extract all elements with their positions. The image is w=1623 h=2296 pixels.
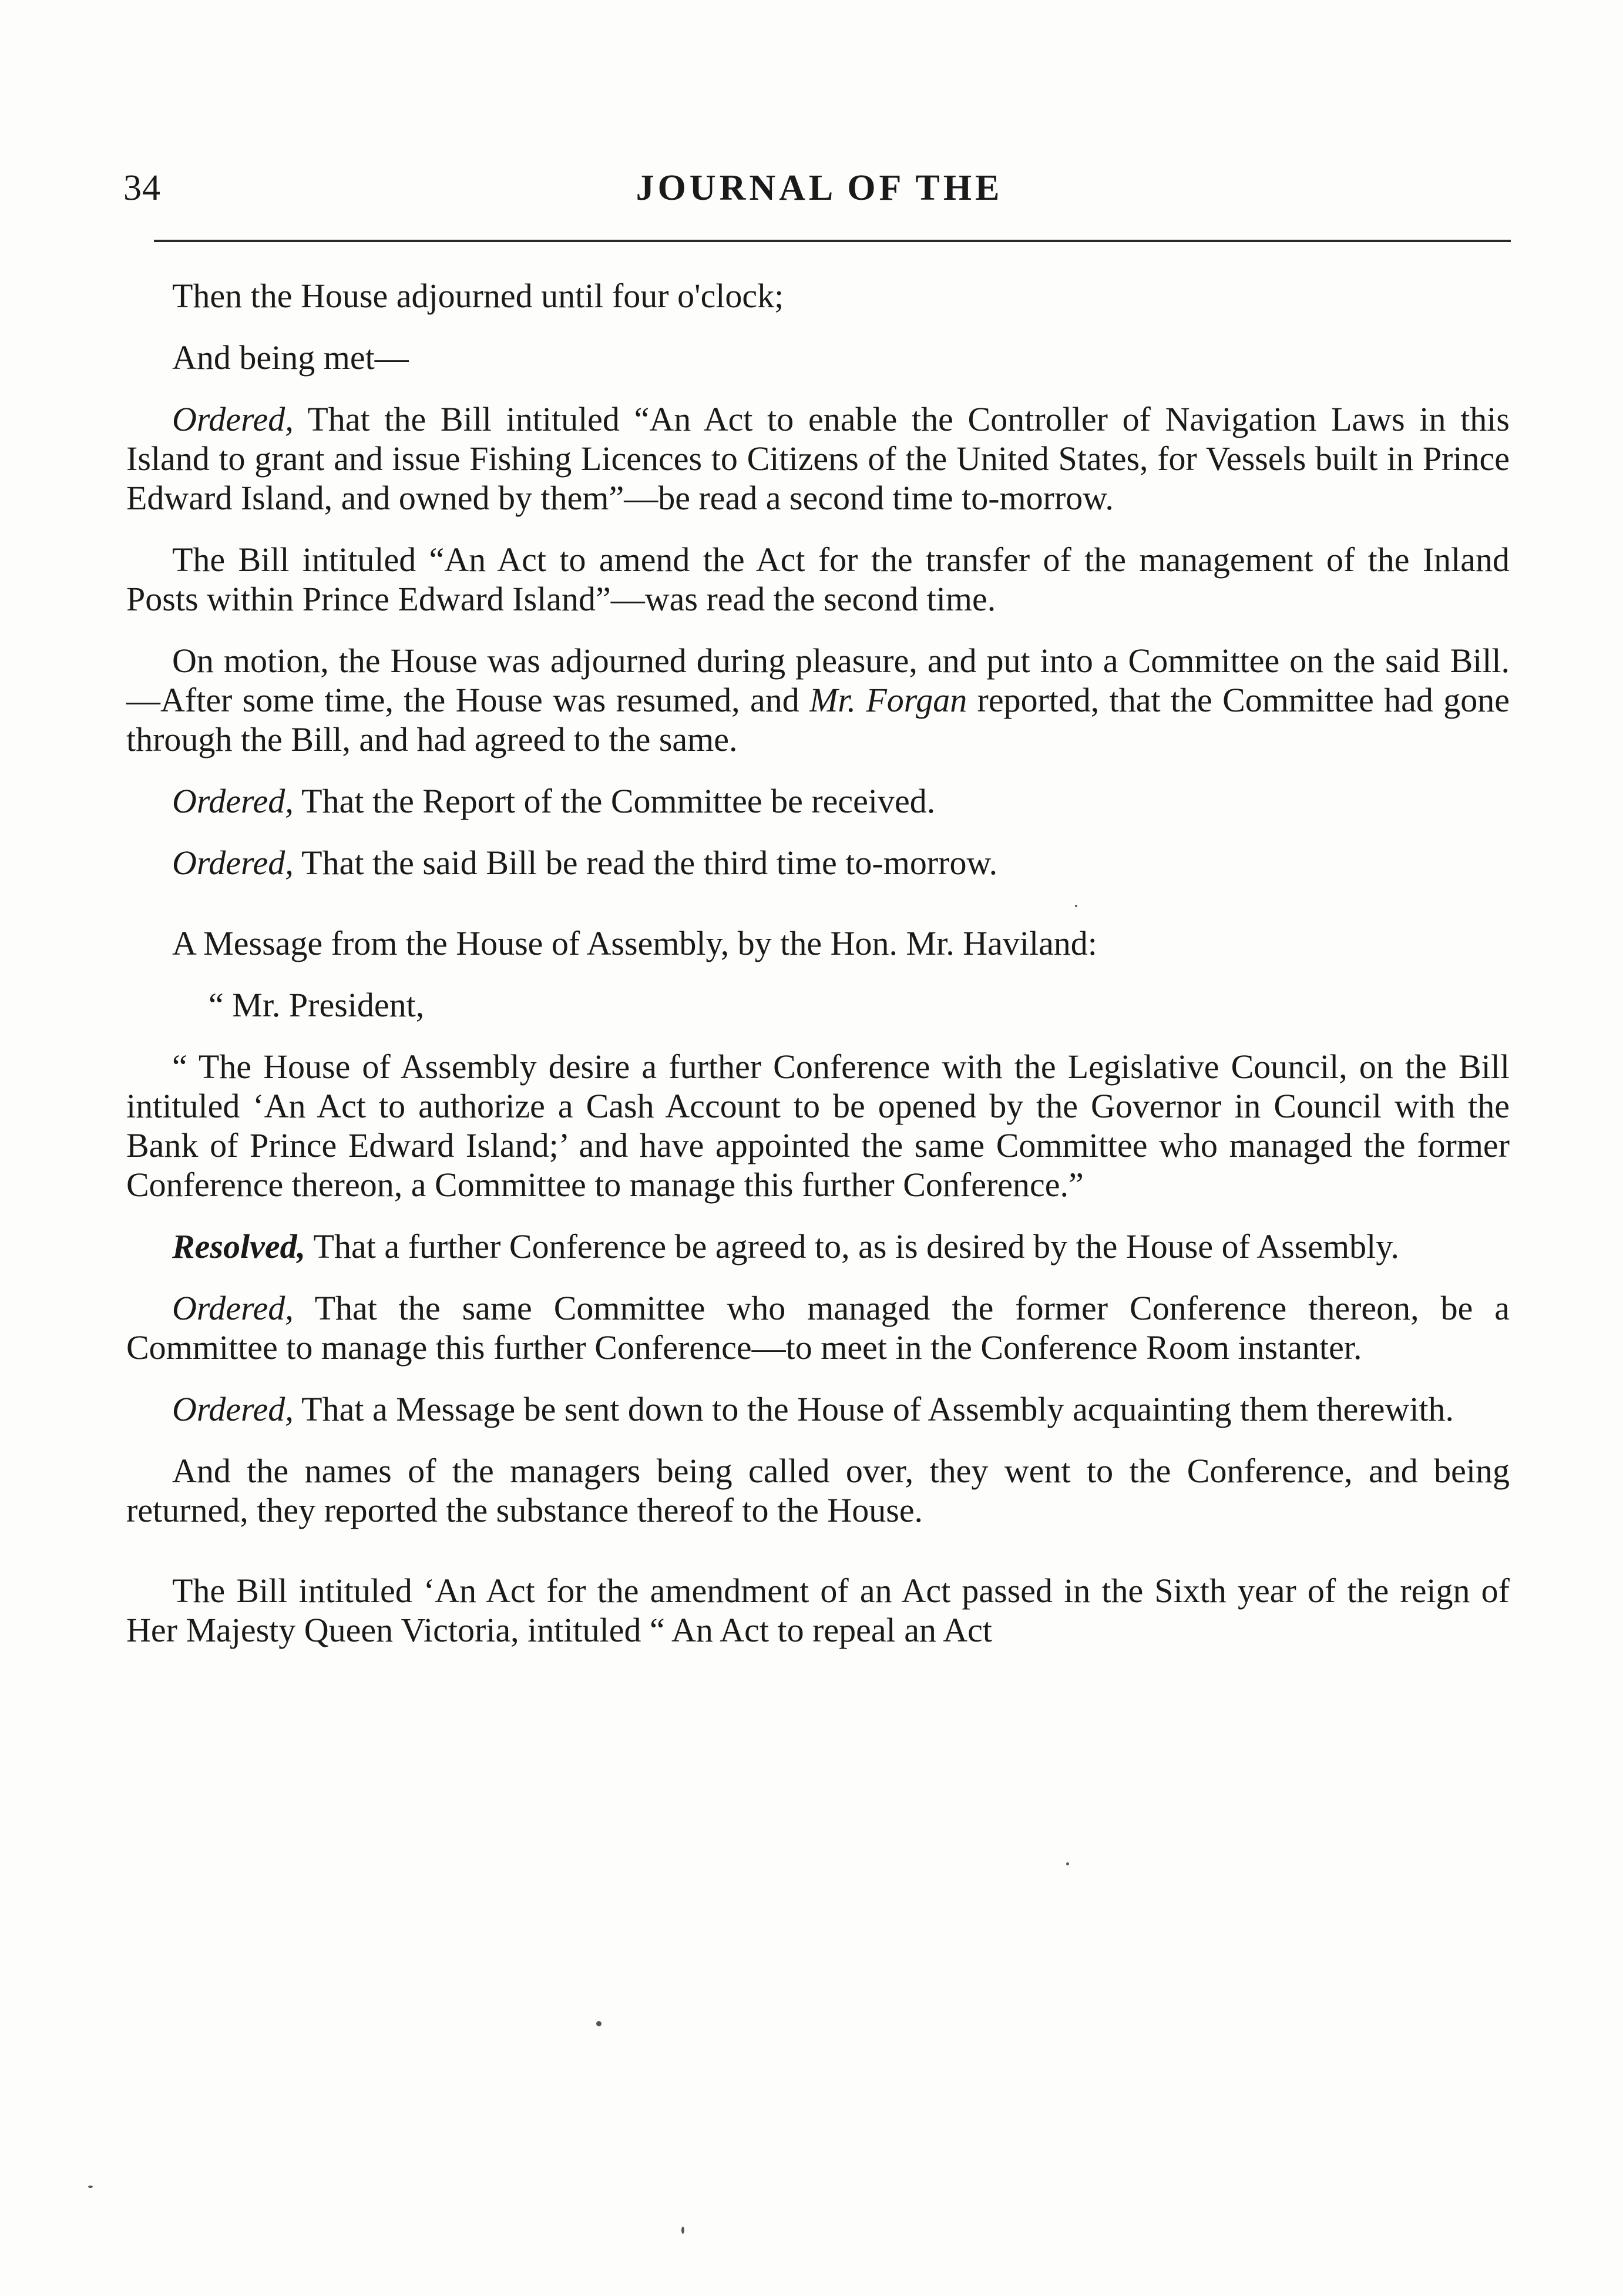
paragraph-text: That the Bill intituled “An Act to enable the Controller of Navigation Laws in this Island to grant and issue Fishing Licences to Citizens of the United States, for Vessels built in Prince Edward Island, and owned by them”—be read a second time to-morrow. [126,400,1510,517]
emphasis-text: Ordered, [172,1289,294,1327]
paragraph [126,924,1510,963]
paragraph-text: “ Mr. President, [209,986,425,1024]
paragraph-text: Then the House adjourned until four o'clock; [172,277,784,315]
paragraph [126,1288,1510,1367]
emphasis-text: Resolved, [172,1227,306,1266]
emphasis-text: Ordered, [172,400,294,438]
paragraph-text: That a Message be sent down to the House of Assembly acquainting them therewith. [293,1390,1454,1428]
paragraph-text: That a further Conference be agreed to, as is desired by the House of Assembly. [305,1227,1399,1266]
emphasis-text: Ordered, [172,1390,294,1428]
paragraph [126,540,1510,619]
paragraph-text: The Bill intituled “An Act to amend the Act for the transfer of the management of the Inland Posts within Prince Edward Island”—was read the second time. [126,541,1510,618]
paragraph-text: On motion, the House was adjourned during pleasure, and put into a Committee on the said Bill.—After some time, the House was resumed, and [126,642,1510,719]
paragraph-text: And being met— [172,338,409,377]
paragraph [126,985,1510,1025]
paragraph-text: That the same Committee who managed the former Conference thereon, be a Committee to manage this further Conference—to meet in the Conference Room instanter. [126,1289,1510,1367]
page-header [123,162,1516,226]
paragraph [126,781,1510,821]
header-rule [154,240,1511,242]
print-speck [681,2227,684,2234]
paragraph-text: “ The House of Assembly desire a further Conference with the Legislative Council, on the Bill intituled ‘An Act to authorize a Cash Account to be opened by the Governor in Council with the Bank of Prince Edward Island;’ and have appointed the same Committee who managed the former Conference thereon, a Committee to manage this further Conference.” [126,1048,1510,1204]
paragraph [126,1047,1510,1204]
running-head: JOURNAL OF THE [636,168,1003,208]
paragraph-text: That the Report of the Committee be received. [293,782,936,820]
paragraph-text: reported, that the Committee had gone through the Bill, and had agreed to the same. [126,681,1510,758]
paragraph [126,843,1510,882]
paragraph [126,1227,1510,1266]
print-speck [88,2186,93,2188]
page-number: 34 [123,168,161,208]
paragraph [126,1451,1510,1530]
paragraph-text: A Message from the House of Assembly, by the Hon. Mr. Haviland: [172,924,1097,962]
journal-body [126,276,1510,1672]
paragraph [126,338,1510,377]
paragraph [126,1571,1510,1650]
paragraph [126,400,1510,518]
print-speck [1066,1862,1069,1865]
paragraph-text: And the names of the managers being called over, they went to the Conference, and being returned, they reported the substance thereof to the House. [126,1452,1510,1529]
paragraph [126,276,1510,315]
paragraph-text: The Bill intituled ‘An Act for the amendment of an Act passed in the Sixth year of the reign of Her Majesty Queen Victoria, intituled “ An Act to repeal an Act [126,1572,1510,1649]
emphasis-text: Mr. Forgan [809,681,967,719]
paragraph [126,1389,1510,1429]
paragraph [126,641,1510,759]
print-speck [596,2021,602,2026]
emphasis-text: Ordered, [172,782,294,820]
emphasis-text: Ordered, [172,844,294,882]
print-speck [1075,905,1077,907]
paragraph-text: That the said Bill be read the third time to-morrow. [293,844,998,882]
